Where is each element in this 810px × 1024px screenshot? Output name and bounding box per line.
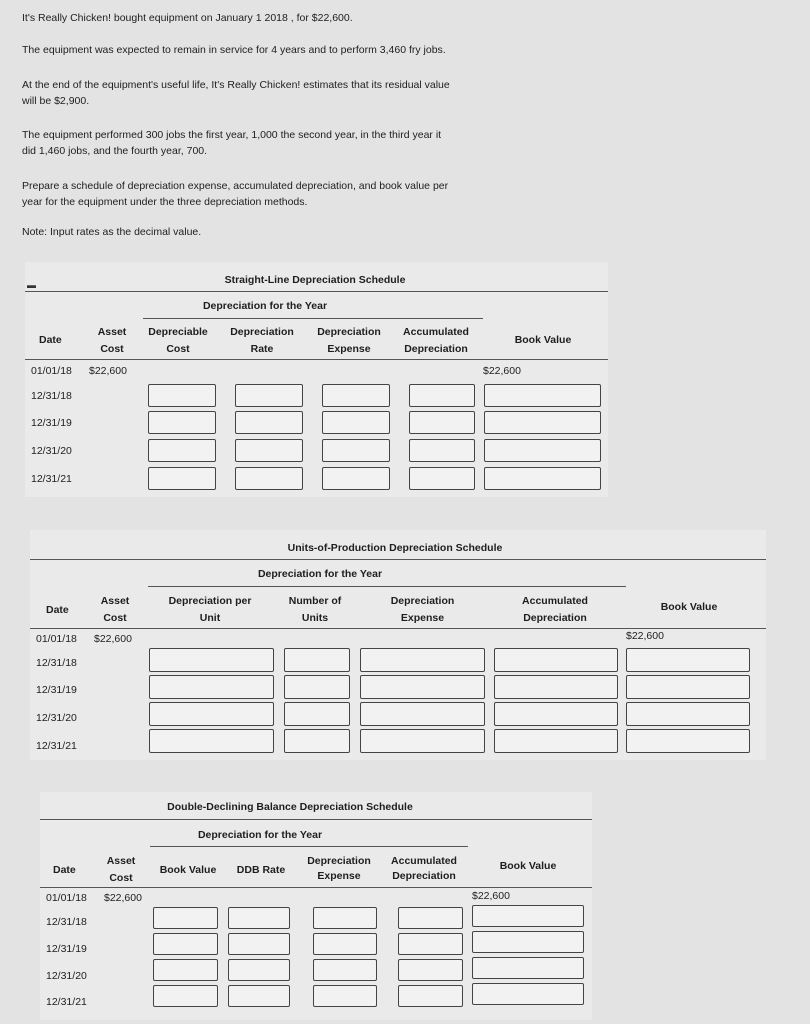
up-header-units-1: Number of [288, 595, 342, 607]
up-header-rule [30, 628, 766, 629]
ddb-dep-expense-input[interactable] [313, 907, 377, 929]
ddb-header-accum-2: Depreciation [392, 870, 456, 882]
up-dep-per-unit-input[interactable] [149, 648, 274, 672]
ddb-rate-input[interactable] [228, 959, 290, 981]
sl-header-dep-cost-2: Cost [166, 343, 190, 355]
problem-instructions [22, 178, 562, 210]
up-subtitle: Depreciation for the Year [257, 568, 383, 580]
ddb-book-value-input[interactable] [153, 933, 218, 955]
up-header-asset-cost-2: Cost [103, 612, 127, 624]
problem-line-jobs-b: did 1,460 jobs, and the fourth year, 700. [22, 145, 208, 157]
ddb-book-value-end-input[interactable] [472, 957, 584, 979]
sl-dep-rate-input[interactable] [235, 467, 303, 490]
problem-line-jobs-a: The equipment performed 300 jobs the first year, 1,000 the second year, in the third year it [22, 129, 442, 141]
up-row-date: 12/31/19 [36, 684, 77, 696]
problem-line-note: Note: Input rates as the decimal value. [22, 226, 202, 238]
straight-line-panel [25, 262, 608, 497]
up-row-date: 12/31/20 [36, 712, 77, 724]
collapse-caret-icon[interactable]: ▬ [27, 280, 36, 290]
up-dep-per-unit-input[interactable] [149, 675, 274, 699]
up-dep-expense-input[interactable] [360, 648, 485, 672]
up-header-accum-2: Depreciation [523, 612, 587, 624]
ddb-dep-expense-input[interactable] [313, 933, 377, 955]
up-dep-expense-input[interactable] [360, 729, 485, 753]
sl-first-cost: $22,600 [89, 365, 127, 377]
problem-jobs [22, 127, 562, 159]
up-accum-dep-input[interactable] [494, 729, 618, 753]
up-units-input[interactable] [284, 702, 350, 726]
sl-row-date: 12/31/21 [31, 473, 72, 485]
ddb-dep-expense-input[interactable] [313, 959, 377, 981]
ddb-header-book: Book Value [499, 860, 557, 872]
ddb-header-date: Date [53, 864, 76, 876]
sl-accum-dep-input[interactable] [409, 467, 475, 490]
sl-book-value-input[interactable] [484, 384, 601, 407]
sl-header-dep-exp-1: Depreciation [317, 326, 381, 338]
ddb-book-value-end-input[interactable] [472, 905, 584, 927]
sl-subtitle-rule [143, 318, 483, 319]
sl-accum-dep-input[interactable] [409, 439, 475, 462]
sl-dep-expense-input[interactable] [322, 411, 390, 434]
sl-header-dep-exp-2: Expense [327, 343, 371, 355]
up-units-input[interactable] [284, 675, 350, 699]
ddb-header-asset-cost-1: Asset [106, 855, 136, 867]
sl-depreciable-cost-input[interactable] [148, 439, 216, 462]
problem-residual [22, 77, 562, 109]
problem-line-service: The equipment was expected to remain in service for 4 years and to perform 3,460 fry jobs. [22, 44, 446, 56]
ddb-book-value-input[interactable] [153, 907, 218, 929]
ddb-first-book: $22,600 [472, 890, 510, 902]
ddb-book-value-input[interactable] [153, 985, 218, 1007]
up-dep-per-unit-input[interactable] [149, 729, 274, 753]
up-first-date: 01/01/18 [36, 633, 77, 645]
ddb-first-cost: $22,600 [104, 892, 142, 904]
up-header-dep-exp-1: Depreciation [390, 595, 455, 607]
up-accum-dep-input[interactable] [494, 648, 618, 672]
sl-title-rule [25, 291, 608, 292]
ddb-header-asset-cost-2: Cost [109, 872, 133, 884]
sl-header-asset-cost-1: Asset [97, 326, 127, 338]
up-book-value-input[interactable] [626, 729, 750, 753]
problem-line-instr-a: Prepare a schedule of depreciation expense, accumulated depreciation, and book value per [22, 180, 449, 192]
units-of-production-panel [30, 530, 766, 760]
up-units-input[interactable] [284, 648, 350, 672]
up-row-date: 12/31/18 [36, 657, 77, 669]
up-header-per-unit-2: Unit [199, 612, 221, 624]
problem-line-purchase: It's Really Chicken! bought equipment on January 1 2018 , for $22,600. [22, 12, 353, 24]
sl-depreciable-cost-input[interactable] [148, 411, 216, 434]
ddb-row-date: 12/31/18 [46, 916, 87, 928]
sl-dep-expense-input[interactable] [322, 384, 390, 407]
up-units-input[interactable] [284, 729, 350, 753]
up-book-value-input[interactable] [626, 675, 750, 699]
sl-depreciable-cost-input[interactable] [148, 467, 216, 490]
up-accum-dep-input[interactable] [494, 675, 618, 699]
up-first-cost: $22,600 [94, 633, 132, 645]
problem-text [22, 10, 562, 26]
sl-accum-dep-input[interactable] [409, 411, 475, 434]
ddb-header-book-value: Book Value [159, 864, 217, 876]
sl-depreciable-cost-input[interactable] [148, 384, 216, 407]
ddb-header-dep-exp-2: Expense [317, 870, 361, 882]
sl-header-rule [25, 359, 608, 360]
ddb-dep-expense-input[interactable] [313, 985, 377, 1007]
problem-note [22, 224, 562, 240]
up-book-value-input[interactable] [626, 648, 750, 672]
ddb-header-rule [40, 887, 592, 888]
up-first-book: $22,600 [626, 630, 664, 642]
up-header-dep-exp-2: Expense [400, 612, 445, 624]
up-dep-expense-input[interactable] [360, 675, 485, 699]
sl-book-value-input[interactable] [484, 439, 601, 462]
ddb-book-value-input[interactable] [153, 959, 218, 981]
sl-subtitle: Depreciation for the Year [202, 300, 328, 312]
ddb-title-rule [40, 819, 592, 820]
ddb-row-date: 12/31/20 [46, 970, 87, 982]
ddb-book-value-end-input[interactable] [472, 983, 584, 1005]
sl-book-value-input[interactable] [484, 467, 601, 490]
sl-row-date: 12/31/19 [31, 417, 72, 429]
ddb-subtitle-rule [150, 846, 468, 847]
sl-header-book: Book Value [514, 334, 572, 346]
sl-accum-dep-input[interactable] [409, 384, 475, 407]
up-accum-dep-input[interactable] [494, 702, 618, 726]
ddb-first-date: 01/01/18 [46, 892, 87, 904]
ddb-header-ddb-rate: DDB Rate [236, 864, 286, 876]
sl-dep-expense-input[interactable] [322, 467, 390, 490]
sl-dep-rate-input[interactable] [235, 411, 303, 434]
up-header-per-unit-1: Depreciation per [168, 595, 252, 607]
up-dep-expense-input[interactable] [360, 702, 485, 726]
up-header-date: Date [46, 604, 69, 616]
up-dep-per-unit-input[interactable] [149, 702, 274, 726]
sl-header-accum-1: Accumulated [403, 326, 469, 338]
problem-line-instr-b: year for the equipment under the three depreciation methods. [22, 196, 308, 208]
up-row-date: 12/31/21 [36, 740, 77, 752]
up-subtitle-rule [148, 586, 626, 587]
sl-header-dep-rate-1: Depreciation [230, 326, 294, 338]
ddb-header-dep-exp-1: Depreciation [307, 855, 371, 867]
up-header-units-2: Units [301, 612, 329, 624]
ddb-accum-dep-input[interactable] [398, 933, 463, 955]
sl-header-asset-cost-2: Cost [100, 343, 124, 355]
ddb-row-date: 12/31/19 [46, 943, 87, 955]
ddb-book-value-end-input[interactable] [472, 931, 584, 953]
problem-line-residual-a: At the end of the equipment's useful life, It's Really Chicken! estimates that its residual value [22, 79, 450, 91]
up-header-asset-cost-1: Asset [100, 595, 130, 607]
ddb-header-accum-1: Accumulated [391, 855, 457, 867]
sl-dep-rate-input[interactable] [235, 439, 303, 462]
ddb-rate-input[interactable] [228, 933, 290, 955]
sl-header-accum-2: Depreciation [404, 343, 468, 355]
up-book-value-input[interactable] [626, 702, 750, 726]
sl-header-date: Date [39, 334, 62, 346]
ddb-accum-dep-input[interactable] [398, 907, 463, 929]
ddb-subtitle: Depreciation for the Year [197, 829, 323, 841]
sl-row-date: 12/31/18 [31, 390, 72, 402]
sl-row-date: 12/31/20 [31, 445, 72, 457]
double-declining-panel [40, 792, 592, 1020]
ddb-rate-input[interactable] [228, 907, 290, 929]
sl-dep-expense-input[interactable] [322, 439, 390, 462]
sl-header-dep-cost-1: Depreciable [148, 326, 208, 338]
problem-service [22, 42, 562, 58]
ddb-title: Double-Declining Balance Depreciation Schedule [167, 801, 413, 813]
ddb-rate-input[interactable] [228, 985, 290, 1007]
sl-book-value-input[interactable] [484, 411, 601, 434]
ddb-accum-dep-input[interactable] [398, 985, 463, 1007]
ddb-accum-dep-input[interactable] [398, 959, 463, 981]
up-title-rule [30, 559, 766, 560]
sl-first-date: 01/01/18 [31, 365, 72, 377]
up-title: Units-of-Production Depreciation Schedule [287, 542, 503, 554]
sl-header-dep-rate-2: Rate [250, 343, 274, 355]
up-header-book: Book Value [660, 601, 718, 613]
ddb-row-date: 12/31/21 [46, 996, 87, 1008]
sl-first-book: $22,600 [483, 365, 521, 377]
sl-dep-rate-input[interactable] [235, 384, 303, 407]
up-header-accum-1: Accumulated [522, 595, 588, 607]
sl-title: Straight-Line Depreciation Schedule [224, 274, 406, 286]
problem-line-residual-b: will be $2,900. [22, 95, 90, 107]
